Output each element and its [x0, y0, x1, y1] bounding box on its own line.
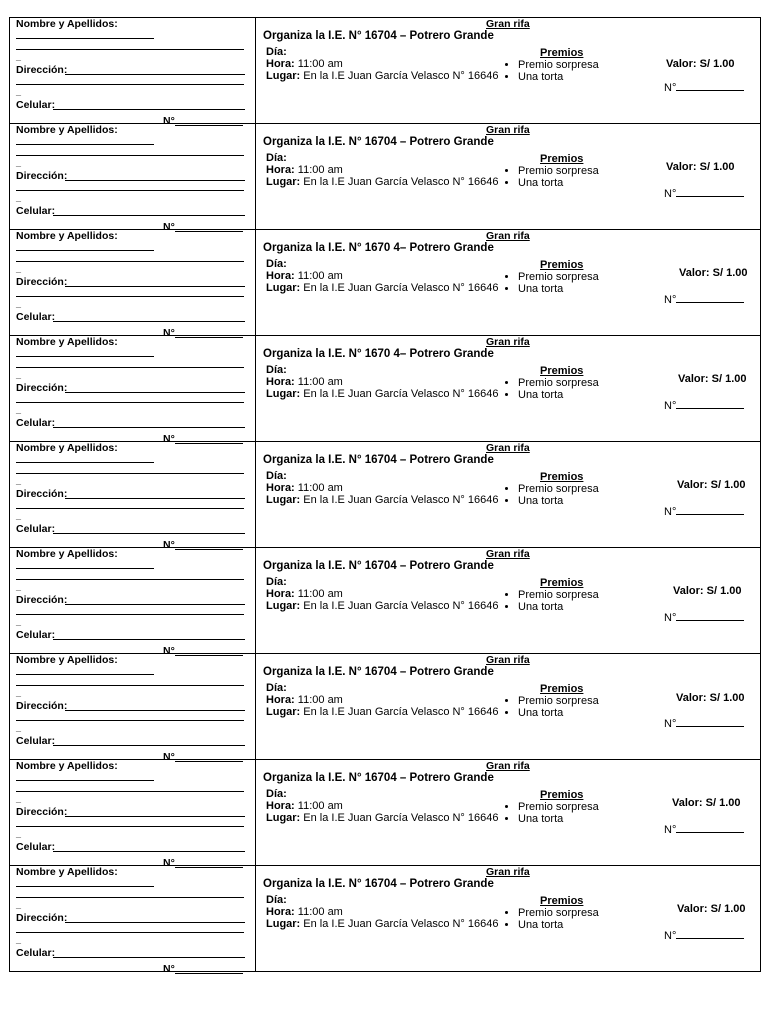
dash-mark: _ [16, 87, 22, 97]
ticket-number [664, 717, 744, 730]
price-label: Valor: S/ 1.00 [673, 585, 742, 597]
day-label: Día: [266, 788, 287, 800]
day-row [266, 152, 287, 164]
address-line-2 [16, 720, 244, 721]
raffle-title: Gran rifa [486, 124, 530, 136]
day-row [266, 258, 287, 270]
place-row [266, 388, 498, 400]
time-label: Hora: [266, 800, 295, 812]
phone-label: Celular: [16, 99, 56, 111]
ticket-stub [10, 442, 256, 551]
ticket-number-line [676, 81, 744, 91]
ticket-number-line [676, 717, 744, 727]
address-line [65, 816, 245, 817]
prizes-list [502, 59, 599, 83]
ticket-number-label: N° [664, 82, 677, 94]
prize-item: • Premio sorpresa [518, 801, 599, 813]
time-label: Hora: [266, 482, 295, 494]
prize-item: • Una torta [518, 707, 599, 719]
place-row [266, 600, 498, 612]
time-row [266, 58, 343, 70]
day-label: Día: [266, 152, 287, 164]
place-row [266, 706, 498, 718]
place-label: Lugar: [266, 812, 301, 824]
name-line-2 [16, 261, 244, 262]
organizer-line: Organiza la I.E. N° 16704 – Potrero Grande [263, 136, 494, 148]
time-label: Hora: [266, 164, 295, 176]
ticket-number-label: N° [664, 400, 677, 412]
address-label: Dirección: [16, 170, 68, 182]
ticket-body [256, 760, 760, 865]
prize-item: • Una torta [518, 919, 599, 931]
phone-label: Celular: [16, 947, 56, 959]
prizes-list [502, 801, 599, 825]
address-label: Dirección: [16, 276, 68, 288]
raffle-title: Gran rifa [486, 18, 530, 30]
dash-mark: _ [16, 193, 22, 203]
dash-mark: _ [16, 723, 22, 733]
name-line [16, 144, 154, 145]
ticket-number-label: N° [664, 294, 677, 306]
day-row [266, 788, 287, 800]
ticket-number [664, 823, 744, 836]
place-value: En la I.E Juan García Velasco N° 16646 [303, 918, 499, 930]
name-label: Nombre y Apellidos: [16, 866, 118, 878]
ticket-number-label: N° [664, 930, 677, 942]
place-label: Lugar: [266, 282, 301, 294]
ticket-number [664, 81, 744, 94]
ticket-body [256, 654, 760, 759]
name-line [16, 356, 154, 357]
address-label: Dirección: [16, 806, 68, 818]
prizes-list [502, 377, 599, 401]
time-value: 11:00 am [297, 164, 343, 176]
dash-mark: _ [16, 935, 22, 945]
ticket-number-line [676, 399, 744, 409]
ticket-stub [10, 866, 256, 975]
organizer-line: Organiza la I.E. N° 16704 – Potrero Grande [263, 30, 494, 42]
address-line [65, 498, 245, 499]
time-label: Hora: [266, 694, 295, 706]
price-label: Valor: S/ 1.00 [679, 267, 748, 279]
raffle-ticket [10, 547, 760, 657]
phone-line [53, 957, 245, 958]
name-line-2 [16, 473, 244, 474]
address-line [65, 286, 245, 287]
address-line [65, 180, 245, 181]
ticket-number-line [676, 293, 744, 303]
day-label: Día: [266, 46, 287, 58]
raffle-title: Gran rifa [486, 336, 530, 348]
price-label: Valor: S/ 1.00 [666, 58, 735, 70]
time-row [266, 906, 343, 918]
address-line-2 [16, 402, 244, 403]
raffle-title: Gran rifa [486, 548, 530, 560]
prizes-title: Premios [540, 577, 584, 589]
prize-item: • Premio sorpresa [518, 165, 599, 177]
time-row [266, 376, 343, 388]
time-value: 11:00 am [297, 800, 343, 812]
raffle-title: Gran rifa [486, 230, 530, 242]
day-row [266, 364, 287, 376]
prize-item: • Premio sorpresa [518, 483, 599, 495]
address-line-2 [16, 826, 244, 827]
name-line [16, 674, 154, 675]
name-line-2 [16, 155, 244, 156]
place-row [266, 176, 498, 188]
organizer-line: Organiza la I.E. N° 16704 – Potrero Grande [263, 666, 494, 678]
raffle-title: Gran rifa [486, 442, 530, 454]
day-row [266, 894, 287, 906]
raffle-title: Gran rifa [486, 760, 530, 772]
prizes-list [502, 165, 599, 189]
place-row [266, 70, 498, 82]
stub-number-label: N° [163, 645, 175, 657]
dash-mark: _ [16, 405, 22, 415]
name-label: Nombre y Apellidos: [16, 230, 118, 242]
prizes-title: Premios [540, 47, 584, 59]
stub-number-label: N° [163, 221, 175, 233]
prize-item: • Una torta [518, 601, 599, 613]
day-label: Día: [266, 258, 287, 270]
time-value: 11:00 am [297, 588, 343, 600]
prize-item: • Una torta [518, 813, 599, 825]
ticket-body [256, 336, 760, 441]
ticket-stub [10, 336, 256, 445]
price-label: Valor: S/ 1.00 [676, 692, 745, 704]
raffle-ticket [10, 653, 760, 763]
phone-label: Celular: [16, 523, 56, 535]
time-value: 11:00 am [297, 694, 343, 706]
prize-item: • Premio sorpresa [518, 589, 599, 601]
place-value: En la I.E Juan García Velasco N° 16646 [303, 388, 499, 400]
place-value: En la I.E Juan García Velasco N° 16646 [303, 600, 499, 612]
address-line-2 [16, 508, 244, 509]
phone-line [53, 851, 245, 852]
name-line-2 [16, 367, 244, 368]
ticket-stub [10, 124, 256, 233]
time-value: 11:00 am [297, 58, 343, 70]
name-label: Nombre y Apellidos: [16, 18, 118, 30]
stub-number-label: N° [163, 751, 175, 763]
phone-line [53, 533, 245, 534]
ticket-body [256, 18, 760, 123]
prize-item: • Una torta [518, 389, 599, 401]
raffle-ticket [10, 229, 760, 339]
ticket-body [256, 230, 760, 335]
name-line [16, 38, 154, 39]
prizes-list [502, 907, 599, 931]
phone-label: Celular: [16, 629, 56, 641]
ticket-number [664, 505, 744, 518]
place-label: Lugar: [266, 176, 301, 188]
name-line-2 [16, 579, 244, 580]
organizer-line: Organiza la I.E. N° 16704 – Potrero Grande [263, 454, 494, 466]
address-label: Dirección: [16, 488, 68, 500]
time-value: 11:00 am [297, 482, 343, 494]
prize-item: • Premio sorpresa [518, 907, 599, 919]
prizes-title: Premios [540, 153, 584, 165]
phone-line [53, 639, 245, 640]
place-label: Lugar: [266, 918, 301, 930]
prize-item: • Una torta [518, 177, 599, 189]
place-value: En la I.E Juan García Velasco N° 16646 [303, 176, 499, 188]
address-label: Dirección: [16, 594, 68, 606]
dash-mark: _ [16, 299, 22, 309]
address-line-2 [16, 84, 244, 85]
stub-number-label: N° [163, 963, 175, 975]
dash-mark: _ [16, 900, 22, 910]
time-value: 11:00 am [297, 270, 343, 282]
prizes-title: Premios [540, 789, 584, 801]
prize-item: • Premio sorpresa [518, 695, 599, 707]
prizes-title: Premios [540, 683, 584, 695]
phone-line [53, 321, 245, 322]
ticket-stub [10, 654, 256, 763]
ticket-number-line [676, 929, 744, 939]
organizer-line: Organiza la I.E. N° 1670 4– Potrero Grande [263, 348, 494, 360]
address-line [65, 710, 245, 711]
place-row [266, 282, 498, 294]
stub-number-label: N° [163, 327, 175, 339]
time-label: Hora: [266, 906, 295, 918]
prizes-title: Premios [540, 895, 584, 907]
prizes-list [502, 589, 599, 613]
ticket-number-label: N° [664, 188, 677, 200]
address-label: Dirección: [16, 700, 68, 712]
prizes-list [502, 483, 599, 507]
phone-label: Celular: [16, 205, 56, 217]
ticket-number-label: N° [664, 824, 677, 836]
ticket-stub [10, 548, 256, 657]
name-line-2 [16, 897, 244, 898]
time-row [266, 482, 343, 494]
prize-item: • Una torta [518, 495, 599, 507]
ticket-number-line [676, 823, 744, 833]
raffle-ticket [10, 335, 760, 445]
stub-number-label: N° [163, 433, 175, 445]
ticket-stub [10, 18, 256, 127]
name-label: Nombre y Apellidos: [16, 548, 118, 560]
prizes-list [502, 695, 599, 719]
dash-mark: _ [16, 264, 22, 274]
phone-line [53, 215, 245, 216]
time-row [266, 270, 343, 282]
dash-mark: _ [16, 370, 22, 380]
place-value: En la I.E Juan García Velasco N° 16646 [303, 812, 499, 824]
place-value: En la I.E Juan García Velasco N° 16646 [303, 282, 499, 294]
dash-mark: _ [16, 617, 22, 627]
price-label: Valor: S/ 1.00 [678, 373, 747, 385]
phone-label: Celular: [16, 735, 56, 747]
phone-line [53, 745, 245, 746]
prize-item: • Premio sorpresa [518, 59, 599, 71]
organizer-line: Organiza la I.E. N° 16704 – Potrero Grande [263, 772, 494, 784]
stub-number-line [175, 973, 243, 974]
price-label: Valor: S/ 1.00 [677, 479, 746, 491]
place-label: Lugar: [266, 706, 301, 718]
time-row [266, 694, 343, 706]
ticket-number [664, 611, 744, 624]
stub-number-label: N° [163, 539, 175, 551]
ticket-body [256, 548, 760, 653]
name-label: Nombre y Apellidos: [16, 442, 118, 454]
time-row [266, 164, 343, 176]
dash-mark: _ [16, 52, 22, 62]
prize-item: • Una torta [518, 283, 599, 295]
name-line [16, 886, 154, 887]
price-label: Valor: S/ 1.00 [666, 161, 735, 173]
time-row [266, 588, 343, 600]
raffle-sheet [9, 17, 761, 975]
phone-line [53, 427, 245, 428]
dash-mark: _ [16, 582, 22, 592]
time-label: Hora: [266, 376, 295, 388]
day-label: Día: [266, 470, 287, 482]
address-line [65, 392, 245, 393]
prizes-title: Premios [540, 471, 584, 483]
price-label: Valor: S/ 1.00 [677, 903, 746, 915]
day-label: Día: [266, 576, 287, 588]
prizes-title: Premios [540, 365, 584, 377]
time-value: 11:00 am [297, 906, 343, 918]
ticket-number-label: N° [664, 612, 677, 624]
day-row [266, 576, 287, 588]
address-line-2 [16, 932, 244, 933]
time-label: Hora: [266, 270, 295, 282]
dash-mark: _ [16, 688, 22, 698]
name-line [16, 780, 154, 781]
raffle-title: Gran rifa [486, 654, 530, 666]
organizer-line: Organiza la I.E. N° 16704 – Potrero Grande [263, 560, 494, 572]
time-label: Hora: [266, 588, 295, 600]
raffle-ticket [10, 441, 760, 551]
day-row [266, 470, 287, 482]
day-label: Día: [266, 364, 287, 376]
address-label: Dirección: [16, 64, 68, 76]
time-value: 11:00 am [297, 376, 343, 388]
place-row [266, 918, 498, 930]
phone-label: Celular: [16, 417, 56, 429]
address-line [65, 922, 245, 923]
organizer-line: Organiza la I.E. N° 1670 4– Potrero Grande [263, 242, 494, 254]
raffle-ticket [10, 17, 760, 127]
phone-line [53, 109, 245, 110]
name-line-2 [16, 49, 244, 50]
prize-item: • Premio sorpresa [518, 271, 599, 283]
day-label: Día: [266, 894, 287, 906]
place-row [266, 494, 498, 506]
raffle-ticket [10, 123, 760, 233]
name-line [16, 568, 154, 569]
address-line-2 [16, 296, 244, 297]
stub-number-label: N° [163, 857, 175, 869]
time-label: Hora: [266, 58, 295, 70]
organizer-line: Organiza la I.E. N° 16704 – Potrero Grande [263, 878, 494, 890]
place-value: En la I.E Juan García Velasco N° 16646 [303, 70, 499, 82]
prize-item: • Premio sorpresa [518, 377, 599, 389]
ticket-body [256, 866, 760, 971]
time-row [266, 800, 343, 812]
day-label: Día: [266, 682, 287, 694]
address-label: Dirección: [16, 912, 68, 924]
name-label: Nombre y Apellidos: [16, 336, 118, 348]
ticket-number-label: N° [664, 718, 677, 730]
ticket-body [256, 124, 760, 229]
day-row [266, 46, 287, 58]
place-label: Lugar: [266, 600, 301, 612]
place-value: En la I.E Juan García Velasco N° 16646 [303, 706, 499, 718]
address-line-2 [16, 190, 244, 191]
address-label: Dirección: [16, 382, 68, 394]
address-line [65, 604, 245, 605]
place-label: Lugar: [266, 494, 301, 506]
ticket-number [664, 399, 744, 412]
raffle-title: Gran rifa [486, 866, 530, 878]
name-label: Nombre y Apellidos: [16, 124, 118, 136]
name-line [16, 250, 154, 251]
dash-mark: _ [16, 794, 22, 804]
ticket-number-line [676, 187, 744, 197]
place-label: Lugar: [266, 70, 301, 82]
prize-item: • Una torta [518, 71, 599, 83]
dash-mark: _ [16, 511, 22, 521]
phone-label: Celular: [16, 841, 56, 853]
name-line [16, 462, 154, 463]
address-line [65, 74, 245, 75]
place-label: Lugar: [266, 388, 301, 400]
ticket-number-line [676, 611, 744, 621]
prizes-list [502, 271, 599, 295]
name-line-2 [16, 685, 244, 686]
name-label: Nombre y Apellidos: [16, 654, 118, 666]
ticket-body [256, 442, 760, 547]
ticket-number [664, 293, 744, 306]
ticket-number [664, 929, 744, 942]
address-line-2 [16, 614, 244, 615]
phone-label: Celular: [16, 311, 56, 323]
day-row [266, 682, 287, 694]
name-label: Nombre y Apellidos: [16, 760, 118, 772]
price-label: Valor: S/ 1.00 [672, 797, 741, 809]
ticket-stub [10, 760, 256, 869]
ticket-number-label: N° [664, 506, 677, 518]
ticket-stub [10, 230, 256, 339]
dash-mark: _ [16, 158, 22, 168]
ticket-number [664, 187, 744, 200]
raffle-ticket [10, 759, 760, 869]
ticket-number-line [676, 505, 744, 515]
prizes-title: Premios [540, 259, 584, 271]
raffle-ticket [10, 865, 760, 975]
dash-mark: _ [16, 476, 22, 486]
place-value: En la I.E Juan García Velasco N° 16646 [303, 494, 499, 506]
dash-mark: _ [16, 829, 22, 839]
stub-number-label: N° [163, 115, 175, 127]
place-row [266, 812, 498, 824]
name-line-2 [16, 791, 244, 792]
